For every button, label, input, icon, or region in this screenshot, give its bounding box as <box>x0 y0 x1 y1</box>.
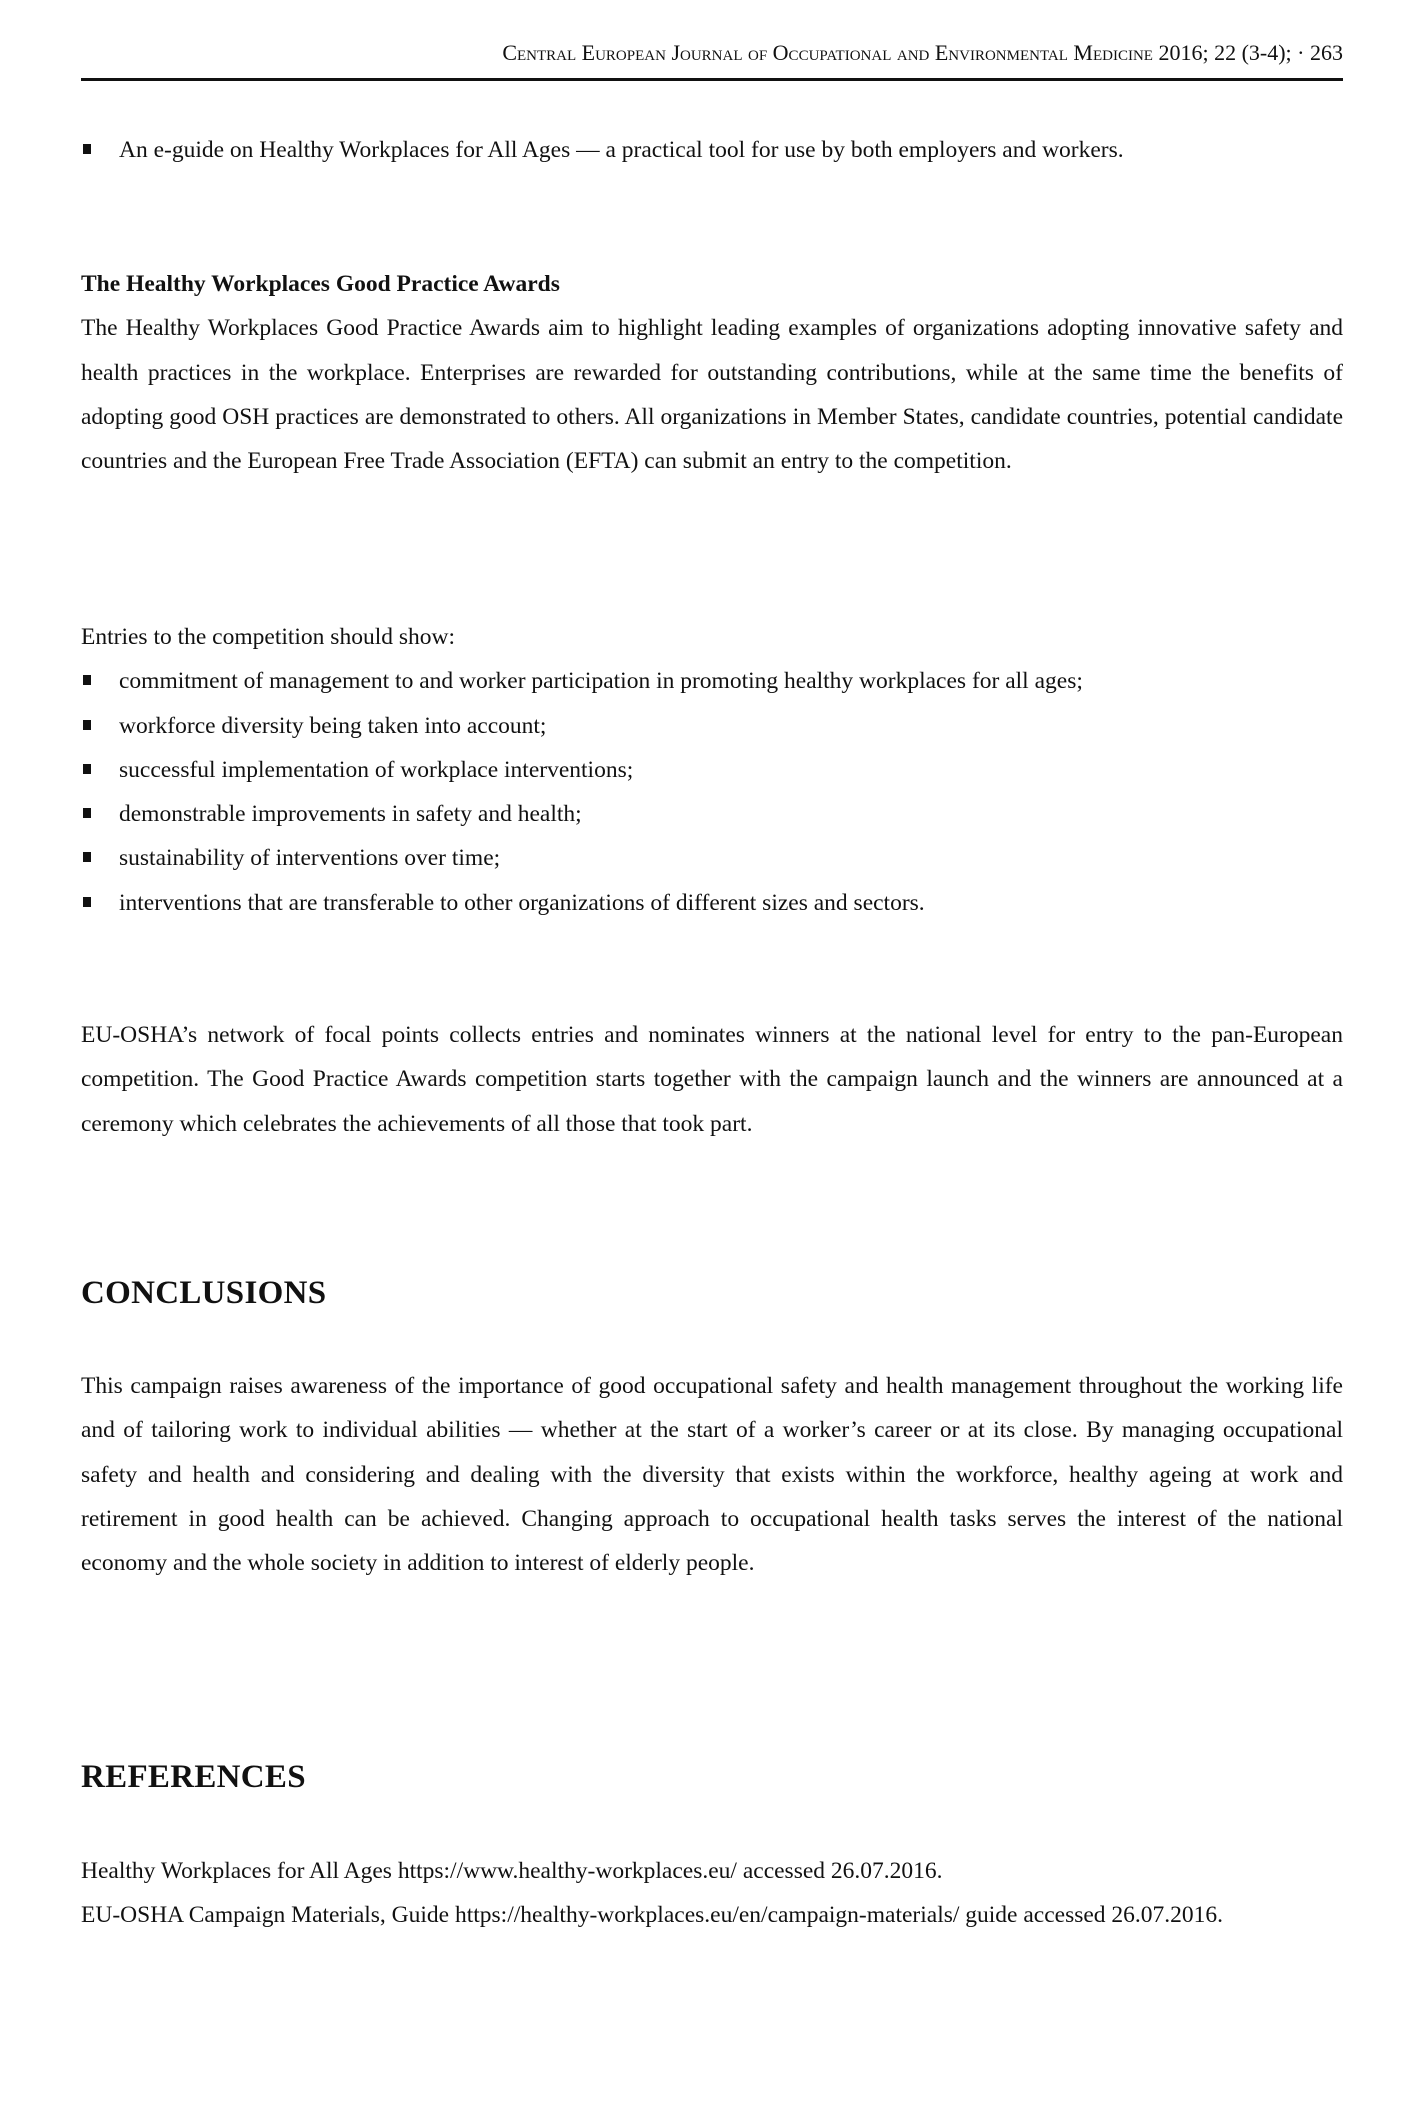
list-item: commitment of management to and worker participation in promoting healthy workplaces for all ages; <box>81 659 1343 703</box>
citation: 2016; 22 (3-4); · 263 <box>1158 40 1343 65</box>
list-item: An e-guide on Healthy Workplaces for All Ages — a practical tool for use by both employers and workers. <box>81 128 1343 172</box>
entries-intro: Entries to the competition should show: <box>81 624 456 650</box>
header-rule <box>81 78 1343 81</box>
section-heading: CONCLUSIONS <box>81 1275 327 1311</box>
running-header <box>502 40 1343 66</box>
reference-item: Healthy Workplaces for All Ages https://www.healthy-workplaces.eu/ accessed 26.07.2016. <box>81 1858 943 1884</box>
entries-section <box>81 615 1343 925</box>
list-item: workforce diversity being taken into account; <box>81 704 1343 748</box>
list-item: sustainability of interventions over time; <box>81 836 1343 880</box>
conclusions-section <box>81 1275 1343 1312</box>
network-section <box>81 1013 1343 1146</box>
entries-list <box>81 659 1343 925</box>
section-heading: REFERENCES <box>81 1759 306 1795</box>
journal-title: Central European Journal of Occupational and Environmental Medicine <box>502 40 1153 65</box>
conclusions-body <box>81 1364 1343 1585</box>
reference-item: EU-OSHA Campaign Materials, Guide https://healthy-workplaces.eu/en/campaign-materials/ guide accessed 26.07.2016. <box>81 1902 1224 1929</box>
list-item: interventions that are transferable to other organizations of different sizes and sectors. <box>81 881 1343 925</box>
awards-section <box>81 262 1343 483</box>
network-paragraph: EU-OSHA’s network of focal points collects entries and nominates winners at the national level for entry to the pan-European competition. The Good Practice Awards competition starts together with the campaign launch and the winners are announced at a ceremony which celebrates the achievements of all those that took part. <box>81 1022 1343 1137</box>
references-list <box>81 1849 1343 1938</box>
awards-paragraph: The Healthy Workplaces Good Practice Awards aim to highlight leading examples of organizations adopting innovative safety and health practices in the workplace. Enterprises are rewarded for outstanding contributions, while at the same time the benefits of adopting good OSH practices are demonstrated to others. All organizations in Member States, candidate countries, potential candidate countries and the European Free Trade Association (EFTA) can submit an entry to the competition. <box>81 315 1343 475</box>
intro-bullet-list <box>81 128 1343 172</box>
list-item: successful implementation of workplace interventions; <box>81 748 1343 792</box>
references-section <box>81 1759 1343 1796</box>
conclusions-paragraph: This campaign raises awareness of the importance of good occupational safety and health management throughout the working life and of tailoring work to individual abilities — whether at the start of a worker’s career or at its close. By managing occupational safety and health and considering and dealing with the diversity that exists within the workforce, healthy ageing at work and retirement in good health can be achieved. Changing approach to occupational health tasks serves the interest of the national economy and the whole society in addition to interest of elderly people. <box>81 1373 1343 1577</box>
list-item: demonstrable improvements in safety and health; <box>81 792 1343 836</box>
section-subheading: The Healthy Workplaces Good Practice Awards <box>81 271 560 297</box>
